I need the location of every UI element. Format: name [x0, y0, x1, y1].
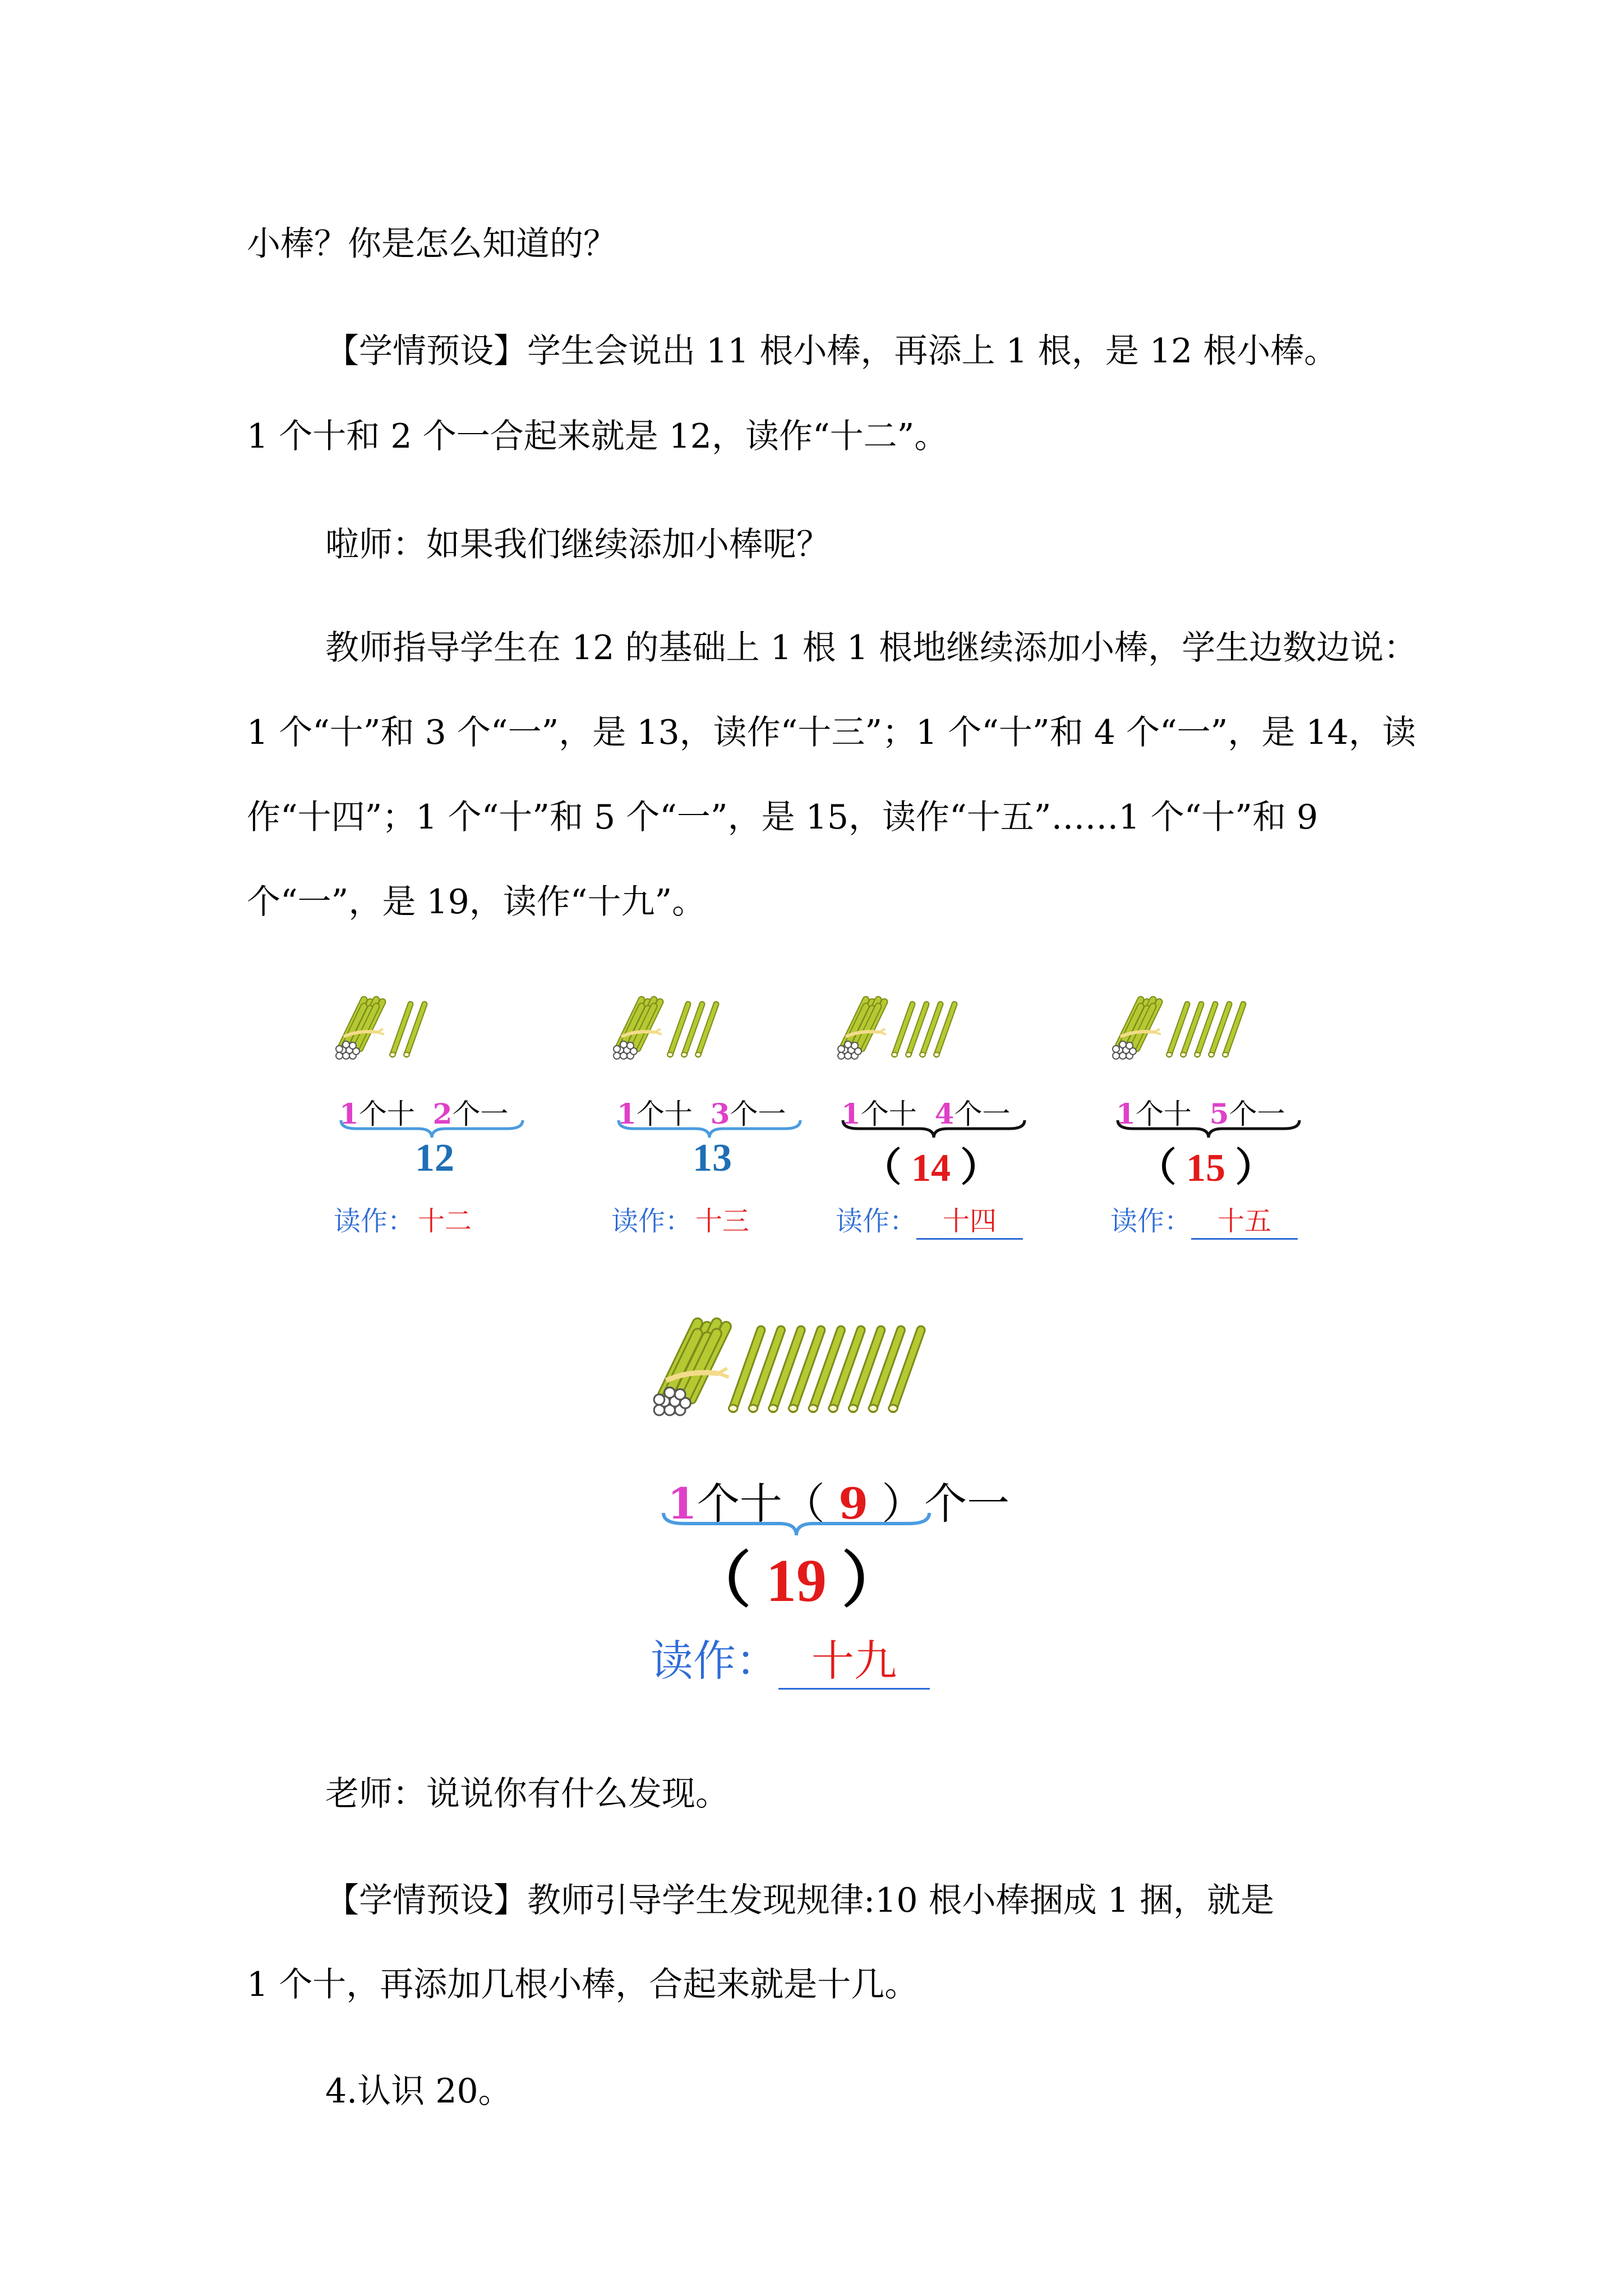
stick-bundle-icon — [651, 1313, 1043, 1458]
stick-bundle-icon — [1110, 993, 1357, 1094]
tens-digit: 1 — [841, 1097, 861, 1130]
reading-answer: 十九 — [778, 1627, 930, 1690]
ones-unit: 个一 — [954, 1098, 1011, 1130]
count-group-15 — [1110, 993, 1357, 1307]
ones-unit: 个一 — [452, 1098, 509, 1130]
tens-digit: 1 — [617, 1097, 637, 1130]
ones-unit: 个一 — [924, 1479, 1010, 1529]
tens-digit: 1 — [667, 1479, 697, 1529]
count-group-14 — [836, 993, 1082, 1307]
reading-row — [651, 1627, 930, 1690]
ten-bundle — [614, 1000, 662, 1059]
reading-answer: 十四 — [916, 1199, 1023, 1240]
paragraph-6-line-2: 1 个十，再添加几根小棒，合起来就是十几。 — [247, 1965, 919, 2004]
reading-row — [611, 1199, 749, 1238]
paragraph-2-line-1: 【学情预设】学生会说出 11 根小棒，再添上 1 根，是 12 根小棒。 — [325, 332, 1338, 371]
stick-bundle-icon — [836, 993, 1082, 1094]
paragraph-3: 啦师：如果我们继续添加小棒呢？ — [325, 525, 830, 564]
number-label: （ 15 ） — [1137, 1147, 1275, 1190]
paragraph-1: 小棒？你是怎么知道的？ — [247, 224, 617, 264]
count-row: 1个十（ 9 ）个一 — [667, 1479, 1010, 1529]
reading-answer: 十二 — [418, 1205, 472, 1237]
ones-unit: 个一 — [1229, 1098, 1285, 1130]
paragraph-4: 教师指导学生在 12 的基础上 1 根 1 根地继续添加小棒，学生边数边说：1 个“十”和 3 个“一”，是 13，读作“十三”；1 个“十”和 4 个“一”，是 14，读作“十四”；1 个“十”和 5 个“一”，是 15，读作“十五”……1 个“十”和 9 个“一”，是 19，读作“十九”。 — [247, 628, 1418, 922]
ones-unit: 个一 — [730, 1098, 786, 1130]
read-label: 读作： — [611, 1205, 693, 1237]
ones-digit: 4 — [934, 1097, 955, 1130]
paragraph-6-line-1: 【学情预设】教师引导学生发现规律:10 根小棒捆成 1 捆，就是 — [325, 1881, 1274, 1920]
paragraph-7: 4.认识 20。 — [325, 2072, 512, 2111]
ten-bundle — [654, 1323, 728, 1415]
reading-answer: 十五 — [1191, 1199, 1298, 1240]
number-label: 12 — [415, 1137, 454, 1180]
ones-digit: 3 — [710, 1097, 730, 1130]
read-label: 读作： — [836, 1205, 917, 1237]
number-label: 13 — [693, 1137, 732, 1180]
count-group-19 — [651, 1313, 1043, 1705]
reading-row — [334, 1199, 472, 1238]
ones-digit: 9 — [838, 1479, 868, 1529]
number-label: （ 19 ） — [690, 1548, 903, 1614]
ones-digit: 5 — [1209, 1097, 1229, 1130]
ten-bundle — [336, 1000, 384, 1059]
paragraph-5: 老师：说说你有什么发现。 — [325, 1774, 729, 1814]
number-label: （ 14 ） — [862, 1147, 1000, 1190]
ten-bundle — [838, 1000, 886, 1059]
ones-digit: 2 — [432, 1097, 453, 1130]
tens-unit: 个十 — [697, 1479, 782, 1529]
read-label: 读作： — [651, 1636, 778, 1686]
reading-row — [1110, 1199, 1298, 1240]
stick-bundle-icon — [334, 993, 580, 1094]
ten-bundle — [1113, 1000, 1161, 1059]
tens-digit: 1 — [1116, 1097, 1136, 1130]
stick-bundle-icon — [611, 993, 858, 1094]
count-group-12 — [334, 993, 580, 1307]
tens-unit: 个十 — [636, 1098, 693, 1130]
read-label: 读作： — [1110, 1205, 1192, 1237]
reading-row — [836, 1199, 1023, 1240]
tens-unit: 个十 — [358, 1098, 415, 1130]
tens-digit: 1 — [339, 1097, 359, 1130]
tens-unit: 个十 — [1135, 1098, 1192, 1130]
paragraph-2-line-2: 1 个十和 2 个一合起来就是 12，读作“十二”。 — [247, 417, 948, 456]
reading-answer: 十三 — [695, 1205, 750, 1237]
tens-unit: 个十 — [860, 1098, 917, 1130]
read-label: 读作： — [334, 1205, 415, 1237]
